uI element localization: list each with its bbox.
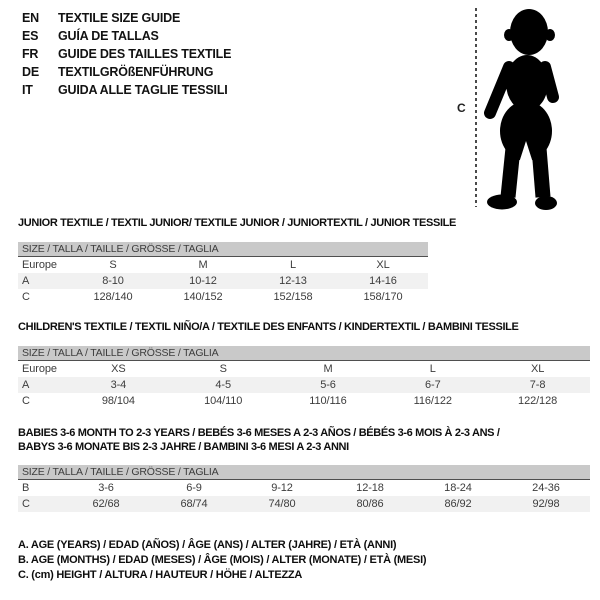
language-code: DE [22, 65, 39, 79]
size-cell: 12-13 [279, 275, 307, 287]
size-table-section-children [18, 320, 600, 407]
size-cell: 6-9 [186, 482, 202, 494]
size-table [18, 346, 590, 409]
table-row [18, 377, 590, 393]
size-cell: 8-10 [102, 275, 124, 287]
language-list [22, 9, 231, 99]
footnote: C. (cm) HEIGHT / ALTURA / HAUTEUR / HÖHE / ALTEZZA [18, 569, 303, 581]
table-row [18, 480, 590, 496]
size-cell: M [323, 363, 333, 375]
table-row [18, 257, 428, 273]
table-title [18, 426, 578, 454]
table-title-line: JUNIOR TEXTILE / TEXTIL JUNIOR/ TEXTILE JUNIOR / JUNIORTEXTIL / JUNIOR TESSILE [18, 217, 457, 229]
table-size-header: SIZE / TALLA / TAILLE / GRÖSSE / TAGLIA [18, 346, 590, 361]
size-cell: M [198, 259, 208, 271]
table-row [18, 361, 590, 377]
size-cell: 4-5 [215, 379, 231, 391]
table-title [18, 216, 600, 230]
language-code: IT [22, 83, 33, 97]
table-title [18, 320, 600, 334]
language-code: FR [22, 47, 39, 61]
size-cell: S [109, 259, 117, 271]
table-row [18, 289, 428, 305]
size-cell: 122/128 [518, 395, 558, 407]
size-cell: 110/116 [309, 395, 347, 407]
size-cell: 10-12 [189, 275, 217, 287]
footnote: B. AGE (MONTHS) / EDAD (MESES) / ÂGE (MOIS) / ALTER (MONATE) / ETÀ (MESI) [18, 554, 427, 566]
size-cell: L [289, 259, 297, 271]
size-cell: 140/152 [183, 291, 223, 303]
size-cell: 86/92 [444, 498, 472, 510]
size-cell: 74/80 [268, 498, 296, 510]
size-cell: S [219, 363, 227, 375]
height-marker-label: C [457, 101, 466, 115]
size-table-section-babies [18, 426, 578, 510]
row-label: C [22, 291, 30, 303]
size-cell: 3-4 [110, 379, 127, 391]
language-row [22, 45, 231, 63]
size-cell: XS [111, 363, 126, 375]
row-label: Europe [22, 259, 57, 271]
size-table [18, 242, 428, 305]
language-row [22, 9, 231, 27]
size-cell: 98/104 [101, 395, 135, 407]
size-cell: 158/170 [363, 291, 403, 303]
language-title: TEXTILGRÖßENFÜHRUNG [58, 65, 214, 79]
table-body [18, 257, 428, 305]
size-cell: 6-7 [424, 379, 441, 391]
size-cell: 116/122 [413, 395, 452, 407]
table-size-header: SIZE / TALLA / TAILLE / GRÖSSE / TAGLIA [18, 242, 428, 257]
size-cell: 68/74 [180, 498, 208, 510]
size-cell: 152/158 [273, 291, 313, 303]
footnote: A. AGE (YEARS) / EDAD (AÑOS) / ÂGE (ANS) / ALTER (JAHRE) / ETÀ (ANNI) [18, 539, 397, 551]
table-title-line: BABYS 3-6 MONATE BIS 2-3 JAHRE / BAMBINI 3-6 MESI A 2-3 ANNI [18, 441, 349, 453]
size-table-section-junior [18, 216, 600, 303]
table-title-line: CHILDREN'S TEXTILE / TEXTIL NIÑO/A / TEXTILE DES ENFANTS / KINDERTEXTIL / BAMBINI TESSILE [18, 321, 519, 333]
language-title: GUIDA ALLE TAGLIE TESSILI [58, 83, 228, 97]
language-title: GUIDE DES TAILLES TEXTILE [58, 47, 232, 61]
toddler-silhouette-icon [481, 5, 569, 211]
size-cell: 80/86 [356, 498, 384, 510]
size-table [18, 465, 590, 512]
row-label: C [22, 498, 30, 510]
size-cell: 104/110 [204, 395, 243, 407]
size-cell: 128/140 [93, 291, 133, 303]
size-cell: XL [376, 259, 390, 271]
size-cell: XL [530, 363, 545, 375]
table-row [18, 273, 428, 289]
language-row [22, 63, 231, 81]
language-title: GUÍA DE TALLAS [58, 29, 159, 43]
table-size-header: SIZE / TALLA / TAILLE / GRÖSSE / TAGLIA [18, 465, 590, 480]
table-body [18, 480, 590, 512]
size-cell: 92/98 [532, 498, 560, 510]
language-code: EN [22, 11, 39, 25]
height-marker-line [475, 8, 477, 207]
language-code: ES [22, 29, 39, 43]
row-label: B [22, 482, 30, 494]
size-cell: 14-16 [369, 275, 397, 287]
size-cell: 5-6 [320, 379, 336, 391]
row-label: Europe [22, 363, 57, 375]
table-body [18, 361, 590, 409]
language-row [22, 27, 231, 45]
language-title: TEXTILE SIZE GUIDE [58, 11, 181, 25]
size-cell: 62/68 [92, 498, 120, 510]
size-cell: L [429, 363, 436, 375]
size-cell: 9-12 [271, 482, 293, 494]
size-cell: 24-36 [532, 482, 560, 494]
row-label: A [22, 275, 30, 287]
table-title-line: BABIES 3-6 MONTH TO 2-3 YEARS / BEBÉS 3-6 MESES A 2-3 AÑOS / BÉBÉS 3-6 MOIS À 2-3 ANS / [18, 427, 500, 439]
row-label: C [22, 395, 30, 407]
row-label: A [22, 379, 30, 391]
size-cell: 12-18 [356, 482, 384, 494]
table-row [18, 393, 590, 409]
table-row [18, 496, 590, 512]
size-cell: 18-24 [444, 482, 472, 494]
language-row [22, 81, 231, 99]
footnotes [18, 538, 426, 583]
size-cell: 7-8 [529, 379, 546, 391]
size-cell: 3-6 [98, 482, 114, 494]
